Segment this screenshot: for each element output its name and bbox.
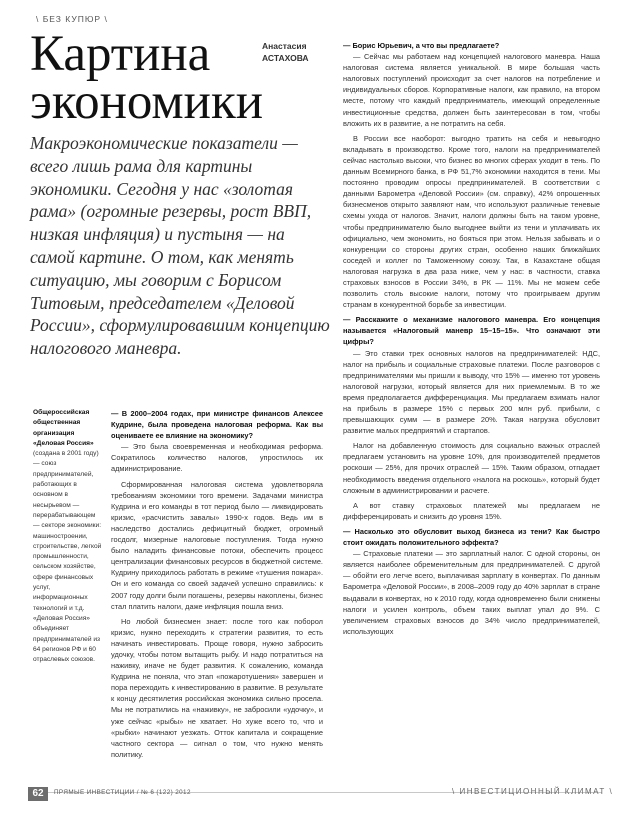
text-column-1 — [111, 408, 323, 760]
body-paragraph: Налог на добавленную стоимость для социально важных отраслей предлагаем установить на уровне 10%, для производителей предметов роскоши — 25%, для прочих отраслей — 15%. Таким образом, отпадает необходимость введения отдельного «налога на роскошь», который будет сложным в администрировании и расчете. — [343, 441, 600, 495]
body-paragraph: — Это ставки трех основных налогов на предпринимателей: НДС, налог на прибыль и социальные страховые платежи. После разговоров с предпринимателями мы пришли к выводу, что 15% — именно тот уровень налоговой нагрузки, который является для них приемлемым. В то же время предполагается дифференциация. Мы предлагаем взимать налог на прибыль в размере 15% с первых 200 млн руб. прибыли, с превышающих сумм — в размере 20%. Такая нагрузка обусловит развитие малых предприятий и стартапов. — [343, 348, 600, 436]
body-paragraph: В России все наоборот: выгодно тратить на себя и невыгодно вкладывать в производство. Кроме того, налоги на предпринимателей сейчас настолько высоки, что бизнес во многих сферах уходит в тень. По данным Всемирного банка, в РФ 51,7% экономики находится в тени. Мы постоянно проводим опросы предпринимателей. В соответствии с данными Барометра «Деловой России» (см. справку), 42% опрошенных бизнесменов открыто заявляют нам, что используют различные теневые схемы ухода от налогов. Значит, налоги должны быть на таком уровне, чтобы предпринимателю было выгоднее выйти из тени и уплачивать их официально, чем экономить, но бояться при этом. Нельзя забывать и о конкуренции со стороны других стран, особенно наших ближайших соседей и коллег по Таможенному союзу. Так, в Казахстане общая налоговая нагрузка в два раза ниже, чем у нас: в частности, ставка страховых взносов в России 34%, в РК — 11%. Мы не можем себе позволить столь высокие налоги, потому что проигрываем другим странам в конкурентной борьбе за инвестиции. — [343, 133, 600, 310]
author-first-name: Анастасия — [262, 41, 307, 51]
author-last-name: АСТАХОВА — [262, 53, 309, 63]
author-byline — [262, 40, 309, 64]
body-paragraph: А вот ставку страховых платежей мы предлагаем не дифференцировать и снизить до уровня 15%. — [343, 500, 600, 521]
article-title — [30, 26, 264, 130]
lead-paragraph: Макроэкономические показатели — всего лишь рама для картины экономики. Сегодня у нас «золотая рама» (огромные резервы, рост ВВП, низкая инфляция) и пустыня — на самой картине. О том, как менять ситуацию, мы говорим с Борисом Титовым, председателем «Деловой России», сформулировавшим концепцию налогового маневра. — [30, 133, 330, 359]
page-number: 62 — [28, 787, 48, 801]
organization-note-title: Общероссийская общественная организация «Деловая Россия» — [33, 409, 94, 447]
publication-info: ПРЯМЫЕ ИНВЕСТИЦИИ / № 6 (122) 2012 — [54, 789, 191, 796]
body-paragraph: — Страховые платежи — это зарплатный налог. С одной стороны, он является наиболее обременительным для предпринимателей. С другой — обойти его легче всего, выплачивая зарплату в конвертах. По данным Барометра «Деловой России», в 2008–2009 году до 40% зарплат в стране выдавали в конвертах, но к 2010 году, когда одновременно были снижены налоги и усилен контроль, объем таких выплат упал до 9%. С увеличением страховых взносов до 34% число предпринимателей, использующих — [343, 549, 600, 636]
question-paragraph: — Борис Юрьевич, а что вы предлагаете? — [343, 41, 500, 50]
organization-note — [33, 408, 103, 665]
question-paragraph: — Насколько это обусловит выход бизнеса из тени? Как быстро стоит ожидать положительного эффекта? — [343, 526, 600, 548]
organization-note-body: (создана в 2001 году) — союз предпринимателей, работающих в основном в несырьевом — перерабатывающем — секторе экономики: машиностроении, строительстве, легкой промышленности, сельском хозяйстве, сфере финансовых услуг, информационных технологий и т.д. «Деловая Россия» объединяет предпринимателей из 64 регионов РФ и 60 отраслевых союзов. — [33, 450, 102, 664]
section-label: \ ИНВЕСТИЦИОННЫЙ КЛИМАТ \ — [452, 787, 614, 796]
question-paragraph: — Расскажите о механизме налогового маневра. Его концепция называется «Налоговый маневр 15–15–15». Что означают эти цифры? — [343, 315, 600, 347]
body-paragraph: Сформированная налоговая система удовлетворяла требованиям экономики того времени. Задачами министра Кудрина и его команды в тот период было — ликвидировать кризис, «расчистить завалы» 1990-х годов. Ведь им в наследство достались дефицитный бюджет, огромный госдолг, мизерные налоговые поступления. Тогда нужно было наладить финансовые потоки, обеспечить процесс централизации финансовых ресурсов в бюджетной системе. Кудрину приходилось работать в режиме «тушения пожара». Он и его команда со своей задачей успешно справились: к 2007 году долги были погашены, резервы накоплены, бизнес стал платить налоги, даже инфляция пошла вниз. — [111, 479, 323, 611]
text-column-2 — [343, 40, 600, 637]
rubric-label: \ БЕЗ КУПЮР \ — [36, 14, 108, 24]
title-line-2: экономики — [30, 74, 264, 130]
body-paragraph: Но любой бизнесмен знает: после того как поборол кризис, нужно переходить к стратегии развития, то есть начинать инвестировать. Проще говоря, нужно забросить удочку, чтобы потом вытащить рыбу. И надо потратиться на наживку, иначе не будет развития. К сожалению, команда Кудрина не поняла, что этап «пожаротушения» завершен и пора переходить к инвестированию в развитие. В результате к концу десятилетия российская экономика сильно просела. Мы не потратились на «наживку», не забросили «удочку», и уже сейчас «рыбы» не хватает. Но хуже всего то, что и «рыбки» начинают уезжать. Отток капитала и сокращение частного сектора — сигнал о том, что нужно менять политику. — [111, 616, 323, 759]
body-paragraph: — Это была своевременная и необходимая реформа. Сократилось количество налогов, упростилось их администрирование. — [111, 442, 323, 474]
body-paragraph: — Сейчас мы работаем над концепцией налогового маневра. Наша налоговая система является уникальной. В мире большая часть налоговых поступлений происходит за счет налогов на потребление и индивидуальных сборов. Корпоративные налоги, как правило, на втором месте, потому что каждый предприниматель, имеющий определенные инвестиционные средства, должен быть заинтересован в том, чтобы вложить их в развитие, а не потратить на себя. — [343, 52, 600, 128]
title-line-1: Картина — [30, 26, 211, 82]
question-paragraph: — В 2000–2004 годах, при министре финансов Алексее Кудрине, была проведена налоговая реформа. Как вы оцениваете ее влияние на экономику? — [111, 409, 323, 441]
